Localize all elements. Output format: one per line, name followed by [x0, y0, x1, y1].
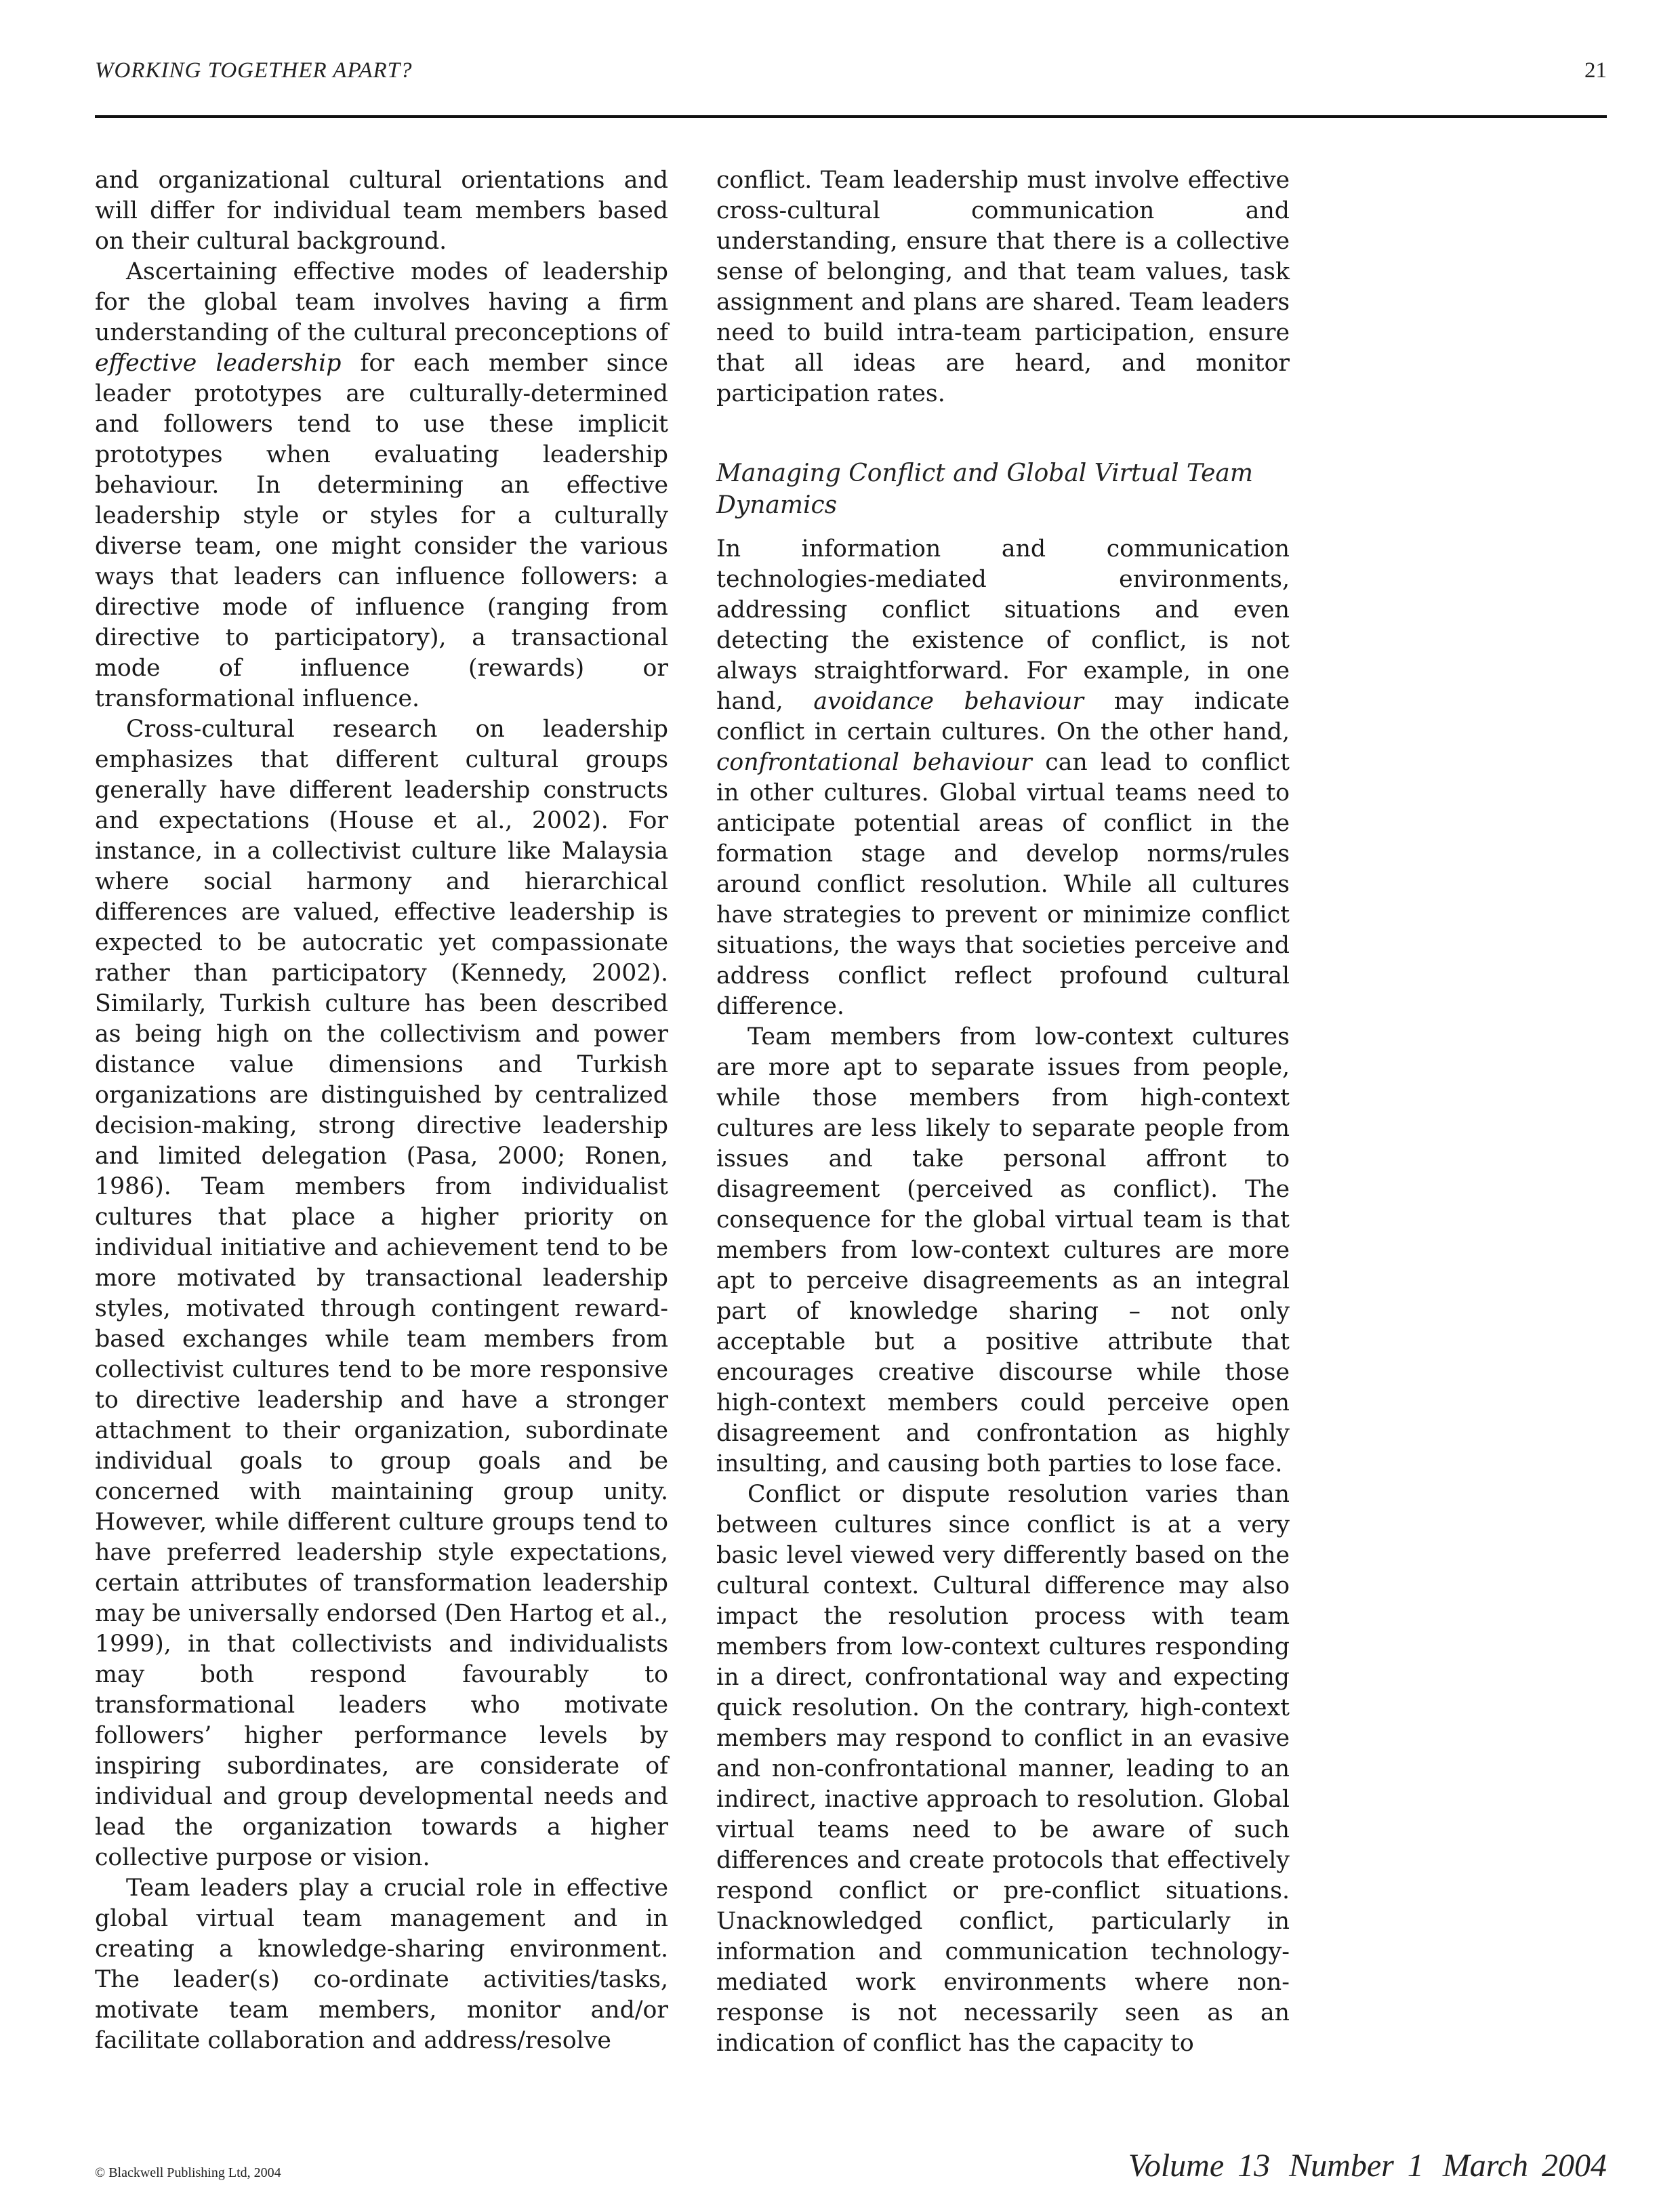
- issue-date: March 2004: [1442, 2148, 1607, 2184]
- emphasis: confrontational behaviour: [716, 749, 1032, 776]
- page-number: 21: [1584, 58, 1607, 83]
- header-rule: [95, 115, 1607, 118]
- emphasis: avoidance behaviour: [813, 688, 1084, 715]
- copyright-notice: © Blackwell Publishing Ltd, 2004: [95, 2165, 281, 2180]
- paragraph: Ascertaining effective modes of leadership for the global team involves having a firm understanding of the cultural preconceptions of effective leadership for each member since leader prototypes are culturally-determined and followers tend to use these implicit prototypes when evaluating leadership behaviour. In determining an effective leadership style or styles for a culturally diverse team, one might consider the various ways that leaders can influence followers: a directive mode of influence (ranging from directive to participatory), a transactional mode of influence (rewards) or transformational influence.: [95, 258, 668, 712]
- emphasis: effective leadership: [95, 350, 342, 377]
- paragraph: Team members from low-context cultures are more apt to separate issues from people, while those members from high-context cultures are less likely to separate people from issues and take personal affront to disagreement (perceived as conflict). The consequence for the global virtual team is that members from low-context cultures are more apt to perceive disagreements as an integral part of knowledge sharing – not only acceptable but a positive attribute that encourages creative discourse while those high-context members could perceive open disagreement and confrontation as highly insulting, and causing both parties to lose face.: [716, 1023, 1290, 1477]
- paragraph: Team leaders play a crucial role in effective global virtual team management and in creating a knowledge-sharing environment. The leader(s) co-ordinate activities/tasks, motivate team members, monitor and/or facilitate collaboration and address/resolve: [95, 1875, 668, 2054]
- paragraph: and organizational cultural orientations and will differ for individual team members based on their cultural background.: [95, 167, 668, 255]
- issue-number: Number 1: [1289, 2148, 1424, 2184]
- paragraph: Conflict or dispute resolution varies than between cultures since conflict is at a very basic level viewed very differently based on the cultural context. Cultural difference may also impact the resolution process with team members from low-context cultures responding in a direct, confrontational way and expecting quick resolution. On the contrary, high-context members may respond to conflict in an evasive and non-confrontational manner, leading to an indirect, inactive approach to resolution. Global virtual teams need to be aware of such differences and create protocols that effectively respond conflict or pre-conflict situations. Unacknowledged conflict, particularly in information and communication technology-mediated work environments where non-response is not necessarily seen as an indication of conflict has the capacity to: [716, 1481, 1290, 2057]
- paragraph: conflict. Team leadership must involve effective cross-cultural communication and understanding, ensure that there is a collective sense of belonging, and that team values, task assignment and plans are shared. Team leaders need to build intra-team participation, ensure that all ideas are heard, and monitor participation rates.: [716, 167, 1290, 407]
- right-column: [716, 165, 1290, 2059]
- volume: Volume 13: [1128, 2148, 1271, 2184]
- left-column: [95, 165, 668, 2056]
- paragraph: Cross-cultural research on leadership emphasizes that different cultural groups generally have different leadership constructs and expectations (House et al., 2002). For instance, in a collectivist culture like Malaysia where social harmony and hierarchical differences are valued, effective leadership is expected to be autocratic yet compassionate rather than participatory (Kennedy, 2002). Similarly, Turkish culture has been described as being high on the collectivism and power distance value dimensions and Turkish organizations are distinguished by centralized decision-making, strong directive leadership and limited delegation (Pasa, 2000; Ronen, 1986). Team members from individualist cultures that place a higher priority on individual initiative and achievement tend to be more motivated by transactional leadership styles, motivated through contingent reward-based exchanges while team members from collectivist cultures tend to be more responsive to directive leadership and have a stronger attachment to their organization, subordinate individual goals to group goals and be concerned with maintaining group unity. However, while different culture groups tend to have preferred leadership style expectations, certain attributes of transformation leadership may be universally endorsed (Den Hartog et al., 1999), in that collectivists and individualists may both respond favourably to transformational leaders who motivate followers’ higher performance levels by inspiring subordinates, are considerate of individual and group developmental needs and lead the organization towards a higher collective purpose or vision.: [95, 716, 668, 1871]
- paragraph: In information and communication technologies-mediated environments, addressing conflict situations and even detecting the existence of conflict, is not always straightforward. For example, in one hand, avoidance behaviour may indicate conflict in certain cultures. On the other hand, confrontational behaviour can lead to conflict in other cultures. Global virtual teams need to anticipate potential areas of conflict in the formation stage and develop norms/rules around conflict resolution. While all cultures have strategies to prevent or minimize conflict situations, the ways that societies perceive and address conflict reflect profound cultural difference.: [716, 535, 1290, 1020]
- issue-info: [1128, 2147, 1607, 2184]
- section-heading: Managing Conflict and Global Virtual Team Dynamics: [716, 459, 1254, 519]
- running-title: WORKING TOGETHER APART?: [95, 58, 413, 83]
